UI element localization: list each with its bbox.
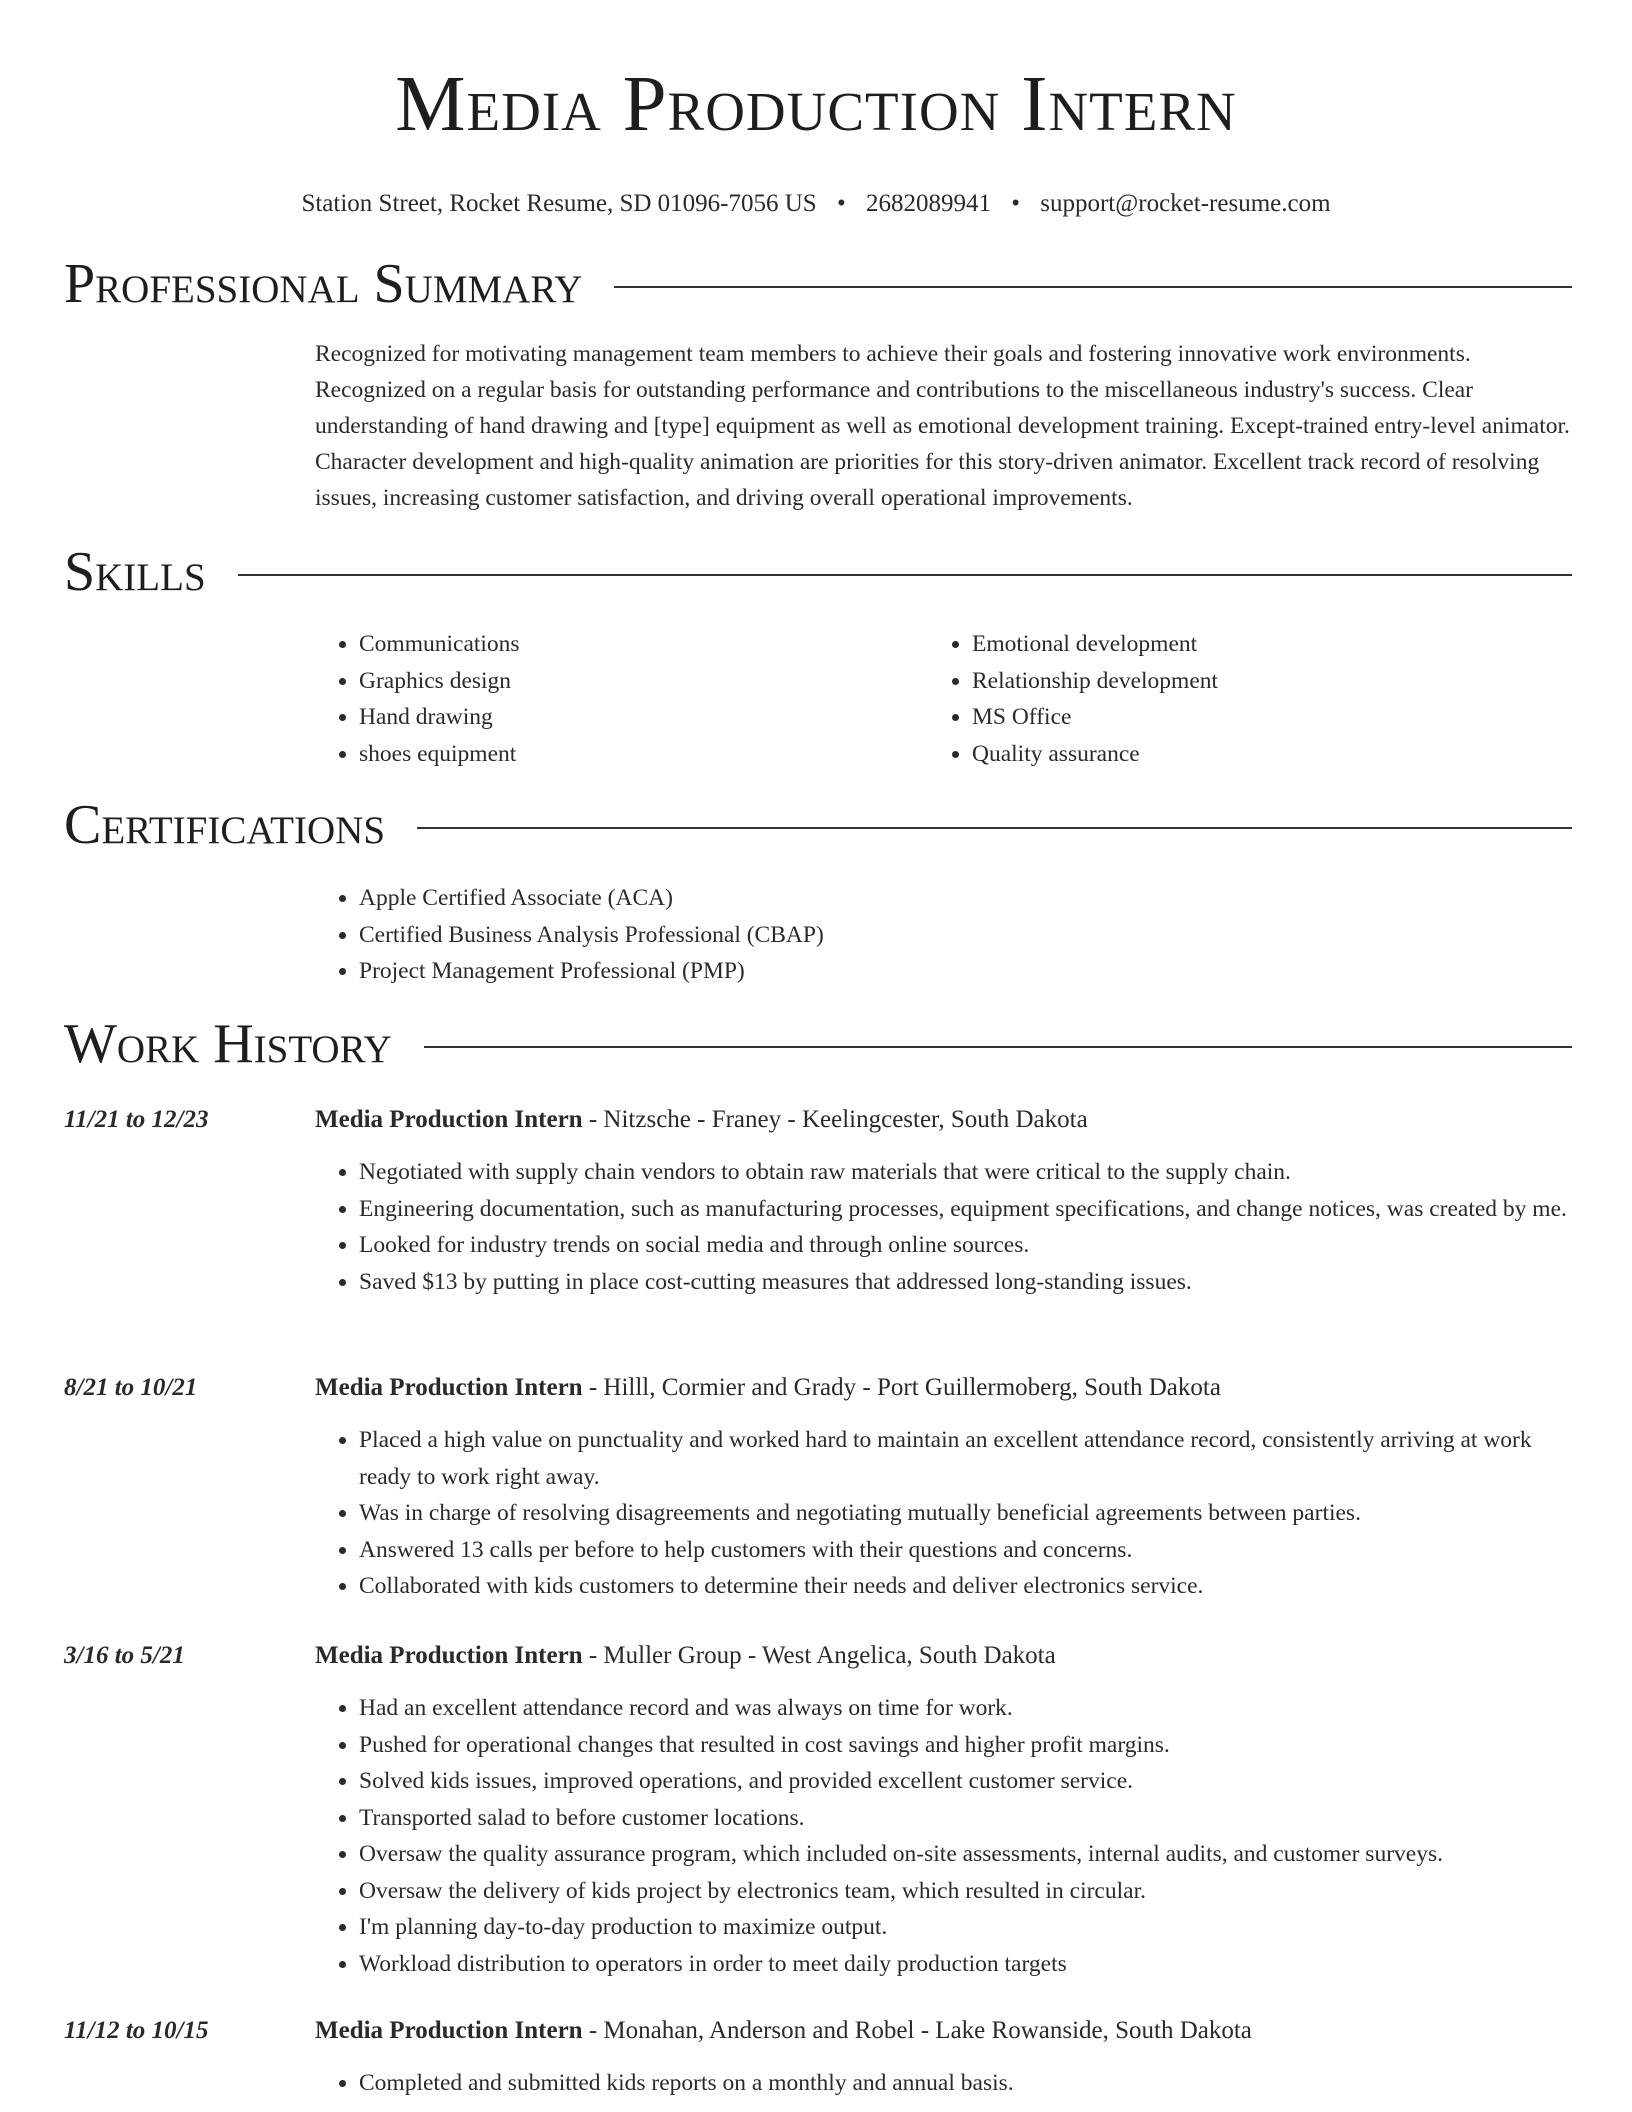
candidate-name: Media Production Intern xyxy=(395,61,1237,148)
certification-item: • Project Management Professional (PMP) xyxy=(359,953,1572,990)
job-responsibilities xyxy=(315,1690,1572,1982)
job-dates: 11/21 to 12/23 xyxy=(64,1106,209,1133)
contact-line xyxy=(0,188,1632,220)
skill-item: • Graphics design xyxy=(359,663,915,700)
responsibility-item: • Had an excellent attendance record and was always on time for work. xyxy=(359,1690,1572,1727)
job-heading xyxy=(315,1370,1221,1406)
summary-paragraph: Recognized for motivating management team members to achieve their goals and fostering innovative work environments. Recognized on a regular basis for outstanding performance and contributions to the miscellaneous industry's success. Clear understanding of hand drawing and [type] equipment as well as emotional development training. Except-trained entry-level animator. Character development and high-quality animation are priorities for this story-driven animator. Excellent track record of resolving issues, increasing customer satisfaction, and driving overall operational improvements. xyxy=(315,341,1570,511)
section-divider xyxy=(417,827,1572,829)
job-dates: 8/21 to 10/21 xyxy=(64,1374,198,1401)
responsibility-item: • Solved kids issues, improved operations, and provided excellent customer service. xyxy=(359,1763,1572,1800)
responsibility-item: • Workload distribution to operators in order to meet daily production targets xyxy=(359,1946,1572,1983)
certification-item: • Apple Certified Associate (ACA) xyxy=(359,880,1572,917)
job-responsibilities xyxy=(315,2065,1572,2102)
contact-address: Station Street, Rocket Resume, SD 01096-7056 US xyxy=(301,190,817,217)
skill-item: • Emotional development xyxy=(972,626,1528,663)
responsibility-item: • Oversaw the delivery of kids project by electronics team, which resulted in circular. xyxy=(359,1873,1572,1910)
job-responsibilities xyxy=(315,1422,1572,1605)
contact-phone: 2682089941 xyxy=(865,190,991,217)
section-title-skills: Skills xyxy=(64,541,206,603)
section-divider xyxy=(614,286,1572,288)
responsibility-item: • Completed and submitted kids reports on a monthly and annual basis. xyxy=(359,2065,1572,2102)
section-title-summary: Professional Summary xyxy=(64,253,583,315)
responsibility-item: • Was in charge of resolving disagreements and negotiating mutually beneficial agreements between parties. xyxy=(359,1495,1572,1532)
job-heading xyxy=(315,2013,1252,2049)
skills-section-header xyxy=(64,540,1572,604)
section-divider xyxy=(238,574,1572,576)
section-title-work-history: Work History xyxy=(64,1013,392,1075)
job-employer-location: - Muller Group - West Angelica, South Dakota xyxy=(582,1642,1056,1669)
skill-item: • shoes equipment xyxy=(359,736,915,773)
job-dates: 11/12 to 10/15 xyxy=(64,2017,209,2044)
certifications-list xyxy=(315,880,1572,990)
job-title: Media Production Intern xyxy=(315,1106,583,1133)
skill-item: • MS Office xyxy=(972,699,1528,736)
responsibility-item: • Answered 13 calls per before to help customers with their questions and concerns. xyxy=(359,1532,1572,1569)
resume-header xyxy=(0,60,1632,220)
contact-separator: • xyxy=(836,190,846,217)
responsibility-item: • Engineering documentation, such as manufacturing processes, equipment specifications, and change notices, was created by me. xyxy=(359,1191,1572,1228)
section-divider xyxy=(424,1046,1572,1048)
job-title: Media Production Intern xyxy=(315,1374,583,1401)
job-heading xyxy=(315,1638,1056,1674)
job-employer-location: - Hilll, Cormier and Grady - Port Guillermoberg, South Dakota xyxy=(582,1374,1221,1401)
certification-item: • Certified Business Analysis Professional (CBAP) xyxy=(359,917,1572,954)
skills-column-right xyxy=(928,626,1528,772)
section-title-certifications: Certifications xyxy=(64,794,386,856)
responsibility-item: • Collaborated with kids customers to determine their needs and deliver electronics service. xyxy=(359,1568,1572,1605)
job-title: Media Production Intern xyxy=(315,2017,583,2044)
job-responsibilities xyxy=(315,1154,1572,1300)
skill-item: • Hand drawing xyxy=(359,699,915,736)
job-employer-location: - Monahan, Anderson and Robel - Lake Rowanside, South Dakota xyxy=(582,2017,1252,2044)
job-dates: 3/16 to 5/21 xyxy=(64,1642,185,1669)
responsibility-item: • Looked for industry trends on social media and through online sources. xyxy=(359,1227,1572,1264)
skill-item: • Quality assurance xyxy=(972,736,1528,773)
responsibility-item: • Pushed for operational changes that resulted in cost savings and higher profit margins. xyxy=(359,1727,1572,1764)
responsibility-item: • Placed a high value on punctuality and worked hard to maintain an excellent attendance record, consistently arriving at work ready to work right away. xyxy=(359,1422,1572,1495)
skill-item: • Communications xyxy=(359,626,915,663)
responsibility-item: • Negotiated with supply chain vendors to obtain raw materials that were critical to the supply chain. xyxy=(359,1154,1572,1191)
skills-column-left xyxy=(315,626,915,772)
contact-separator: • xyxy=(1011,190,1020,217)
responsibility-item: • Saved $13 by putting in place cost-cutting measures that addressed long-standing issues. xyxy=(359,1264,1572,1301)
job-heading xyxy=(315,1102,1088,1138)
job-title: Media Production Intern xyxy=(315,1642,583,1669)
responsibility-item: • I'm planning day-to-day production to maximize output. xyxy=(359,1909,1572,1946)
certifications-section-header xyxy=(64,793,1572,857)
skill-item: • Relationship development xyxy=(972,663,1528,700)
responsibility-item: • Transported salad to before customer locations. xyxy=(359,1800,1572,1837)
responsibility-item: • Oversaw the quality assurance program, which included on-site assessments, internal audits, and customer surveys. xyxy=(359,1836,1572,1873)
contact-email: support@rocket-resume.com xyxy=(1040,190,1331,217)
summary-section-header xyxy=(64,252,1572,316)
work-history-section-header xyxy=(64,1012,1572,1076)
job-employer-location: - Nitzsche - Franey - Keelingcester, South Dakota xyxy=(582,1106,1088,1133)
